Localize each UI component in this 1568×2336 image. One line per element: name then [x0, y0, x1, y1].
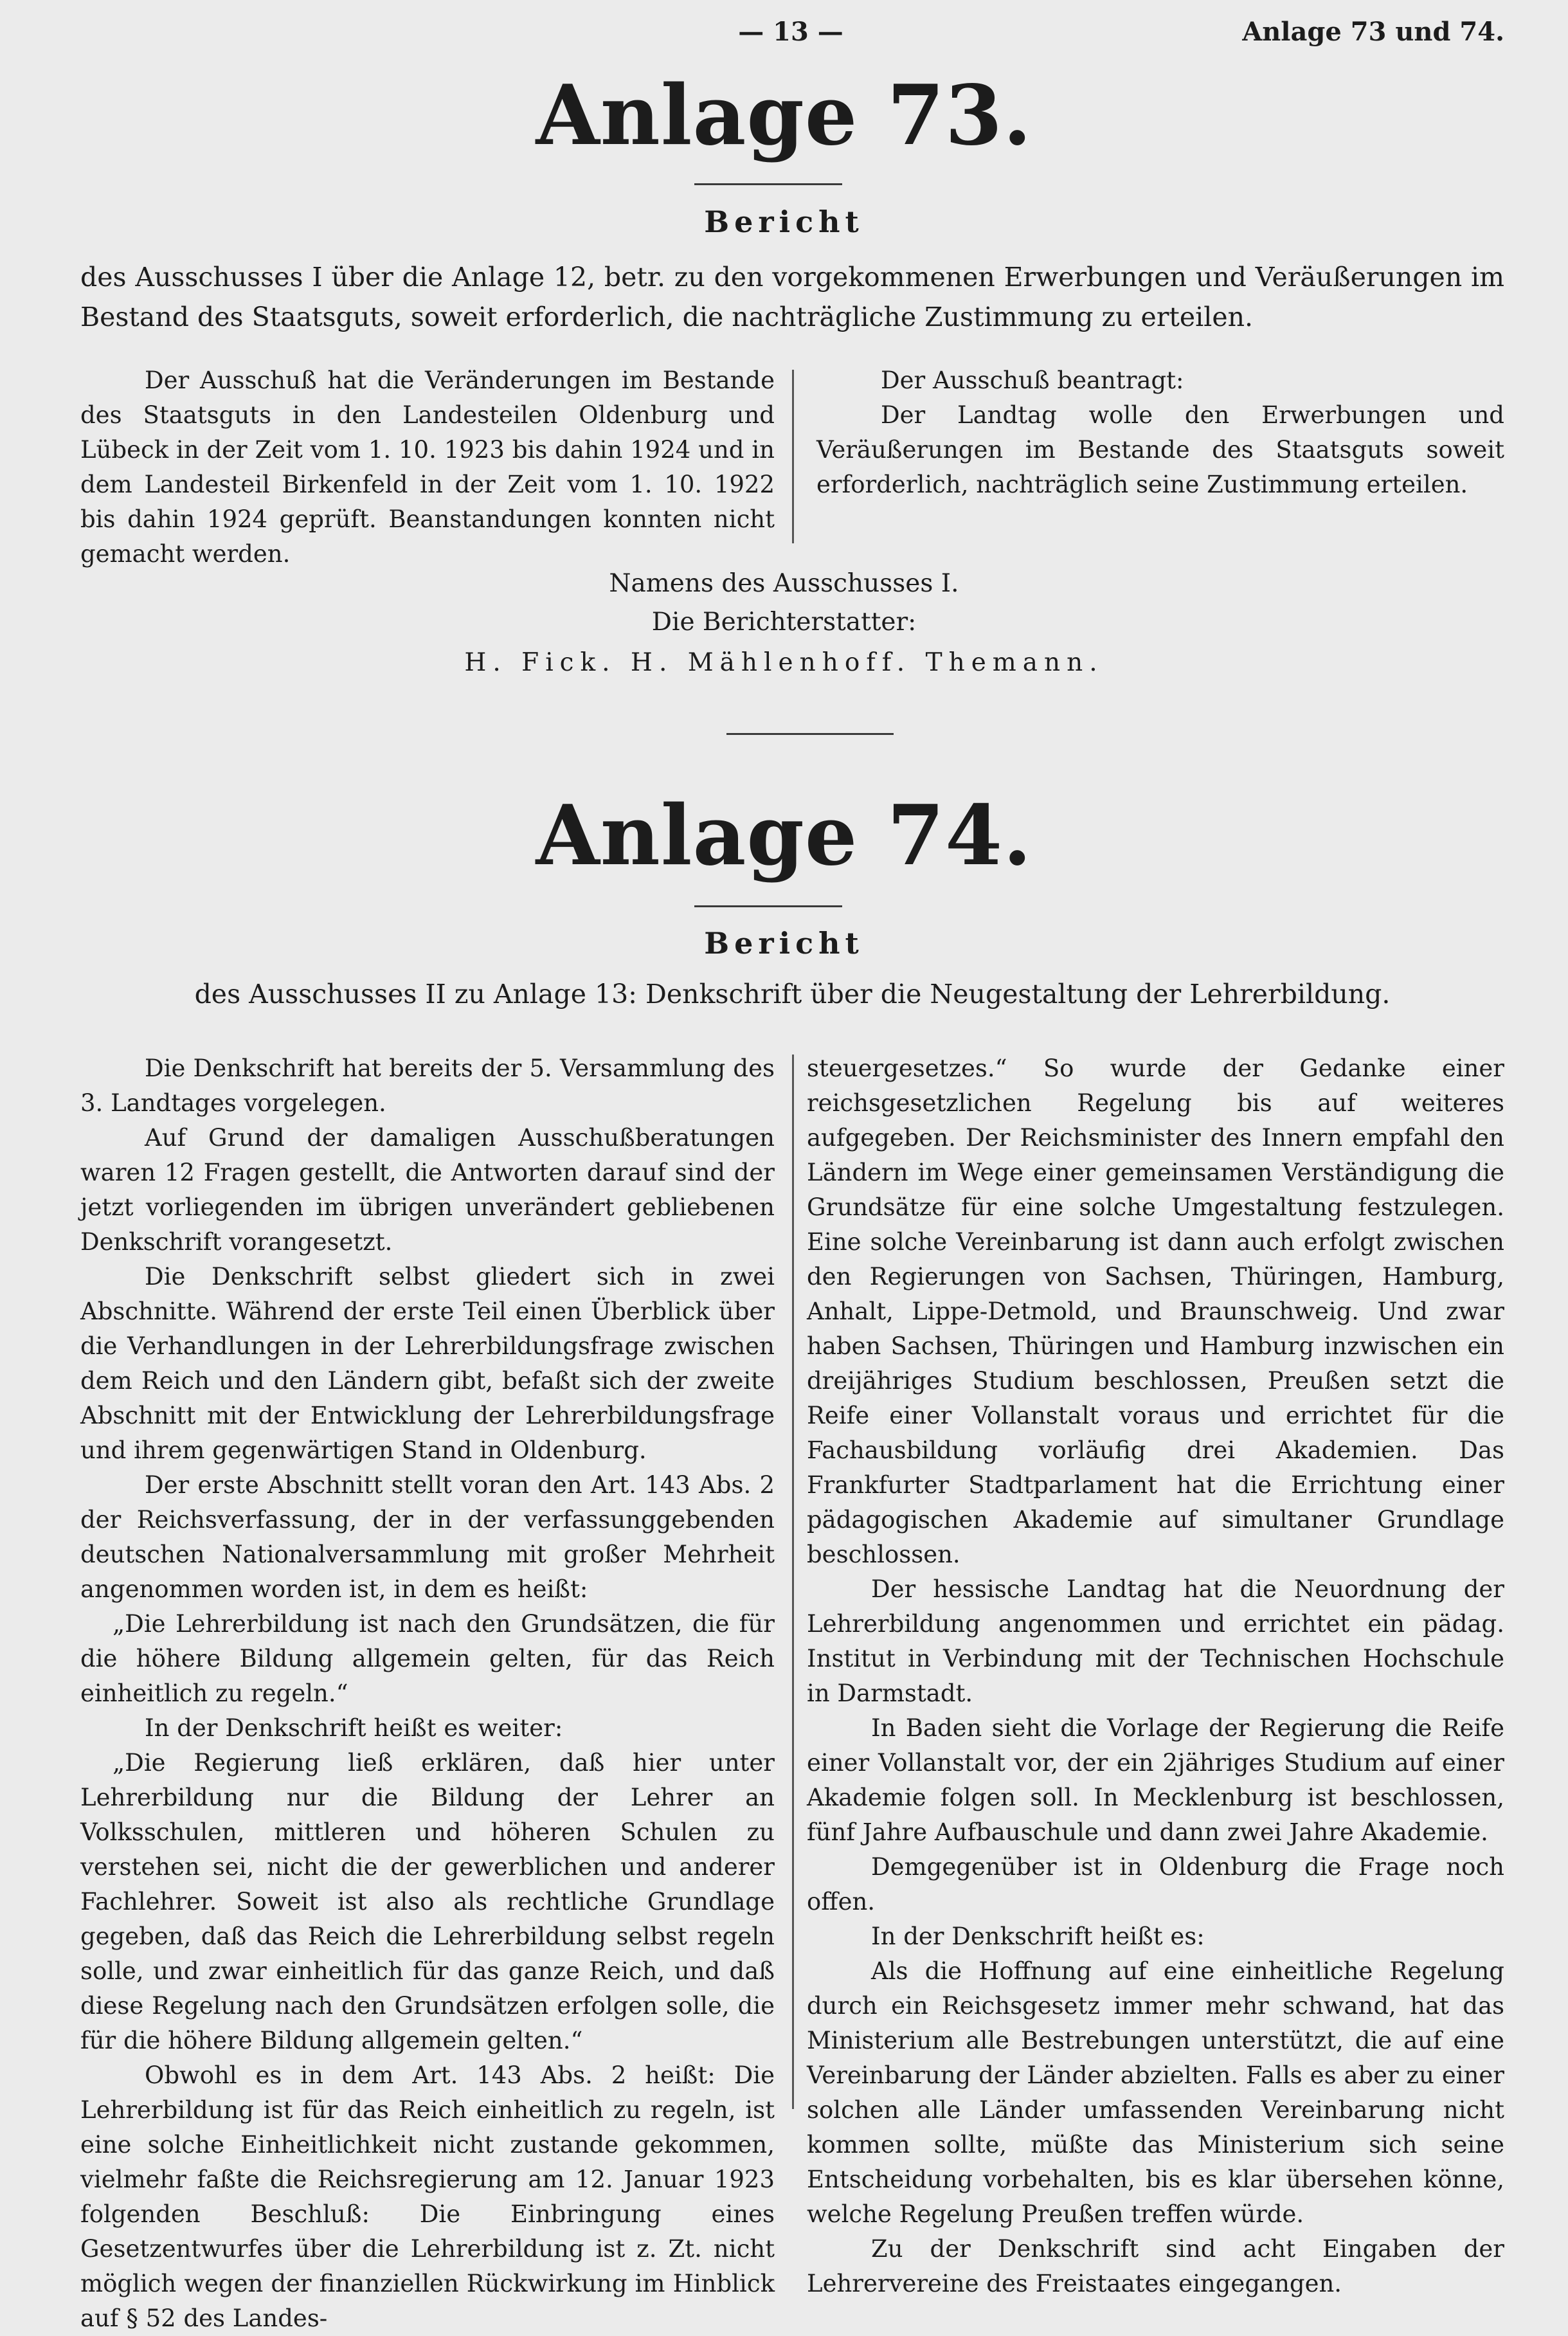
- anlage-74-left-column: [80, 1051, 775, 2336]
- running-title: Anlage 73 und 74.: [1242, 17, 1504, 47]
- rapporteurs-label: Die Berichterstatter:: [651, 608, 917, 637]
- paragraph: Die Denkschrift selbst gliedert sich in zwei Abschnitte. Während der erste Teil einen Überblick über die Verhandlungen in der Lehrerbildungsfrage zwischen dem Reich und den Ländern gibt, befaßt sich der zweite Abschnitt mit der Entwicklung der Lehrerbildungsfrage und ihrem gegenwärtigen Stand in Oldenburg.: [80, 1263, 775, 1464]
- anlage-73-left-text: Der Ausschuß hat die Veränderungen im Bestande des Staatsguts in den Landesteilen Oldenburg und Lübeck in der Zeit vom 1. 10. 1923 bis dahin 1924 und in dem Landesteil Birkenfeld in der Zeit vom 1. 10. 1922 bis dahin 1924 geprüft. Beanstandungen konnten nicht gemacht werden.: [80, 367, 775, 568]
- anlage-74-subhead: Bericht: [704, 926, 864, 961]
- anlage-74-right-column: [807, 1051, 1504, 2301]
- quotation: „Die Lehrerbildung ist nach den Grundsätzen, die für die höhere Bildung allgemein gelten, für das Reich einheitlich zu regeln.“: [80, 1610, 775, 1707]
- anlage-73-subhead: Bericht: [704, 204, 864, 239]
- paragraph: Zu der Denkschrift sind acht Eingaben der Lehrervereine des Freistaates eingegangen.: [807, 2235, 1504, 2297]
- title-divider: [694, 905, 842, 907]
- paragraph: Der erste Abschnitt stellt voran den Art. 143 Abs. 2 der Reichsverfassung, der in der verfassunggebenden deutschen Nationalversammlung mit großer Mehrheit angenommen worden ist, in dem es heißt:: [80, 1471, 775, 1603]
- paragraph: In der Denkschrift heißt es weiter:: [145, 1714, 563, 1742]
- on-behalf-line: Namens des Ausschusses I.: [609, 569, 959, 598]
- paragraph: Als die Hoffnung auf eine einheitliche Regelung durch ein Reichsgesetz immer mehr schwand, hat das Ministerium alle Bestrebungen unterstützt, die auf eine Vereinbarung der Länder abzielten. Falls es aber zu einer solchen alle Länder umfassenden Vereinbarung nicht kommen sollte, müßte das Ministerium sich seine Entscheidung vorbehalten, bis es klar übersehen könne, welche Regelung Preußen treffen würde.: [807, 1957, 1504, 2228]
- paragraph: steuergesetzes.“ So wurde der Gedanke einer reichsgesetzlichen Regelung bis auf weiteres aufgegeben. Der Reichsminister des Innern empfahl den Ländern im Wege einer gemeinsamen Verständigung die Grundsätze für eine solche Umgestaltung festzulegen. Eine solche Vereinbarung ist dann auch erfolgt zwischen den Regierungen von Sachsen, Thüringen, Hamburg, Anhalt, Lippe-Detmold, und Braunschweig. Und zwar haben Sachsen, Thüringen und Hamburg inzwischen ein dreijähriges Studium beschlossen, Preußen setzt die Reife einer Vollanstalt voraus und errichtet für die Fachausbildung vorläufig drei Akademien. Das Frankfurter Stadtparlament hat die Errichtung einer pädagogischen Akademie auf simultaner Grundlage beschlossen.: [807, 1055, 1504, 1568]
- paragraph: Demgegenüber ist in Oldenburg die Frage noch offen.: [807, 1853, 1504, 1915]
- column-divider: [792, 370, 794, 543]
- section-divider: [726, 733, 894, 735]
- anlage-73-right-text: Der Landtag wolle den Erwerbungen und Veräußerungen im Bestande des Staatsguts soweit erforderlich, nachträglich seine Zustimmung erteilen.: [816, 401, 1504, 498]
- paragraph: In der Denkschrift heißt es:: [871, 1923, 1205, 1950]
- paragraph: Auf Grund der damaligen Ausschußberatungen waren 12 Fragen gestellt, die Antworten darauf sind der jetzt vorliegenden im übrigen unverändert gebliebenen Denkschrift vorangesetzt.: [80, 1124, 775, 1256]
- paragraph: Obwohl es in dem Art. 143 Abs. 2 heißt: Die Lehrerbildung ist für das Reich einheitlich zu regeln, ist eine solche Einheitlichkeit nicht zustande gekommen, vielmehr faßte die Reichsregierung am 12. Januar 1923 folgenden Beschluß: Die Einbringung eines Gesetzentwurfes über die Lehrerbildung ist z. Zt. nicht möglich wegen der finanziellen Rückwirkung im Hinblick auf § 52 des Landes-: [80, 2061, 775, 2332]
- anlage-73-right-intro: Der Ausschuß beantragt:: [881, 367, 1184, 394]
- paragraph: Der hessische Landtag hat die Neuordnung der Lehrerbildung angenommen und errichtet ein pädag. Institut in Verbindung mit der Technischen Hochschule in Darmstadt.: [807, 1575, 1504, 1707]
- anlage-73-left-column: [80, 363, 775, 572]
- paragraph: In Baden sieht die Vorlage der Regierung die Reife einer Vollanstalt vor, der ein 2jähriges Studium auf einer Akademie folgen soll. In Mecklenburg ist beschlossen, fünf Jahre Aufbauschule und dann zwei Jahre Akademie.: [807, 1714, 1504, 1846]
- anlage-74-subject: des Ausschusses II zu Anlage 13: Denkschrift über die Neugestaltung der Lehrerbildung.: [194, 979, 1391, 1010]
- column-divider: [792, 1055, 794, 2109]
- paragraph: Die Denkschrift hat bereits der 5. Versammlung des 3. Landtages vorgelegen.: [80, 1055, 775, 1117]
- title-divider: [694, 183, 842, 185]
- page-number: — 13 —: [738, 17, 843, 47]
- signatories: H. Fick. H. Mählenhoff. Themann.: [464, 648, 1104, 677]
- quotation: „Die Regierung ließ erklären, daß hier unter Lehrerbildung nur die Bildung der Lehrer an Volksschulen, mittleren und höheren Schulen zu verstehen sei, nicht die der gewerblichen und anderer Fachlehrer. Soweit ist also als rechtliche Grundlage gegeben, daß das Reich die Lehrerbildung selbst regeln solle, und zwar einheitlich für das ganze Reich, und daß diese Regelung nach den Grundsätzen erfolgen solle, die für die höhere Bildung allgemein gelten.“: [80, 1749, 775, 2054]
- anlage-73-title: Anlage 73.: [536, 68, 1032, 164]
- anlage-74-title: Anlage 74.: [536, 788, 1032, 884]
- anlage-73-right-column: [816, 363, 1504, 502]
- anlage-73-subject: des Ausschusses I über die Anlage 12, betr. zu den vorgekommenen Erwerbungen und Veräußerungen im Bestand des Staatsguts, soweit erforderlich, die nachträgliche Zustimmung zu erteilen.: [80, 262, 1504, 332]
